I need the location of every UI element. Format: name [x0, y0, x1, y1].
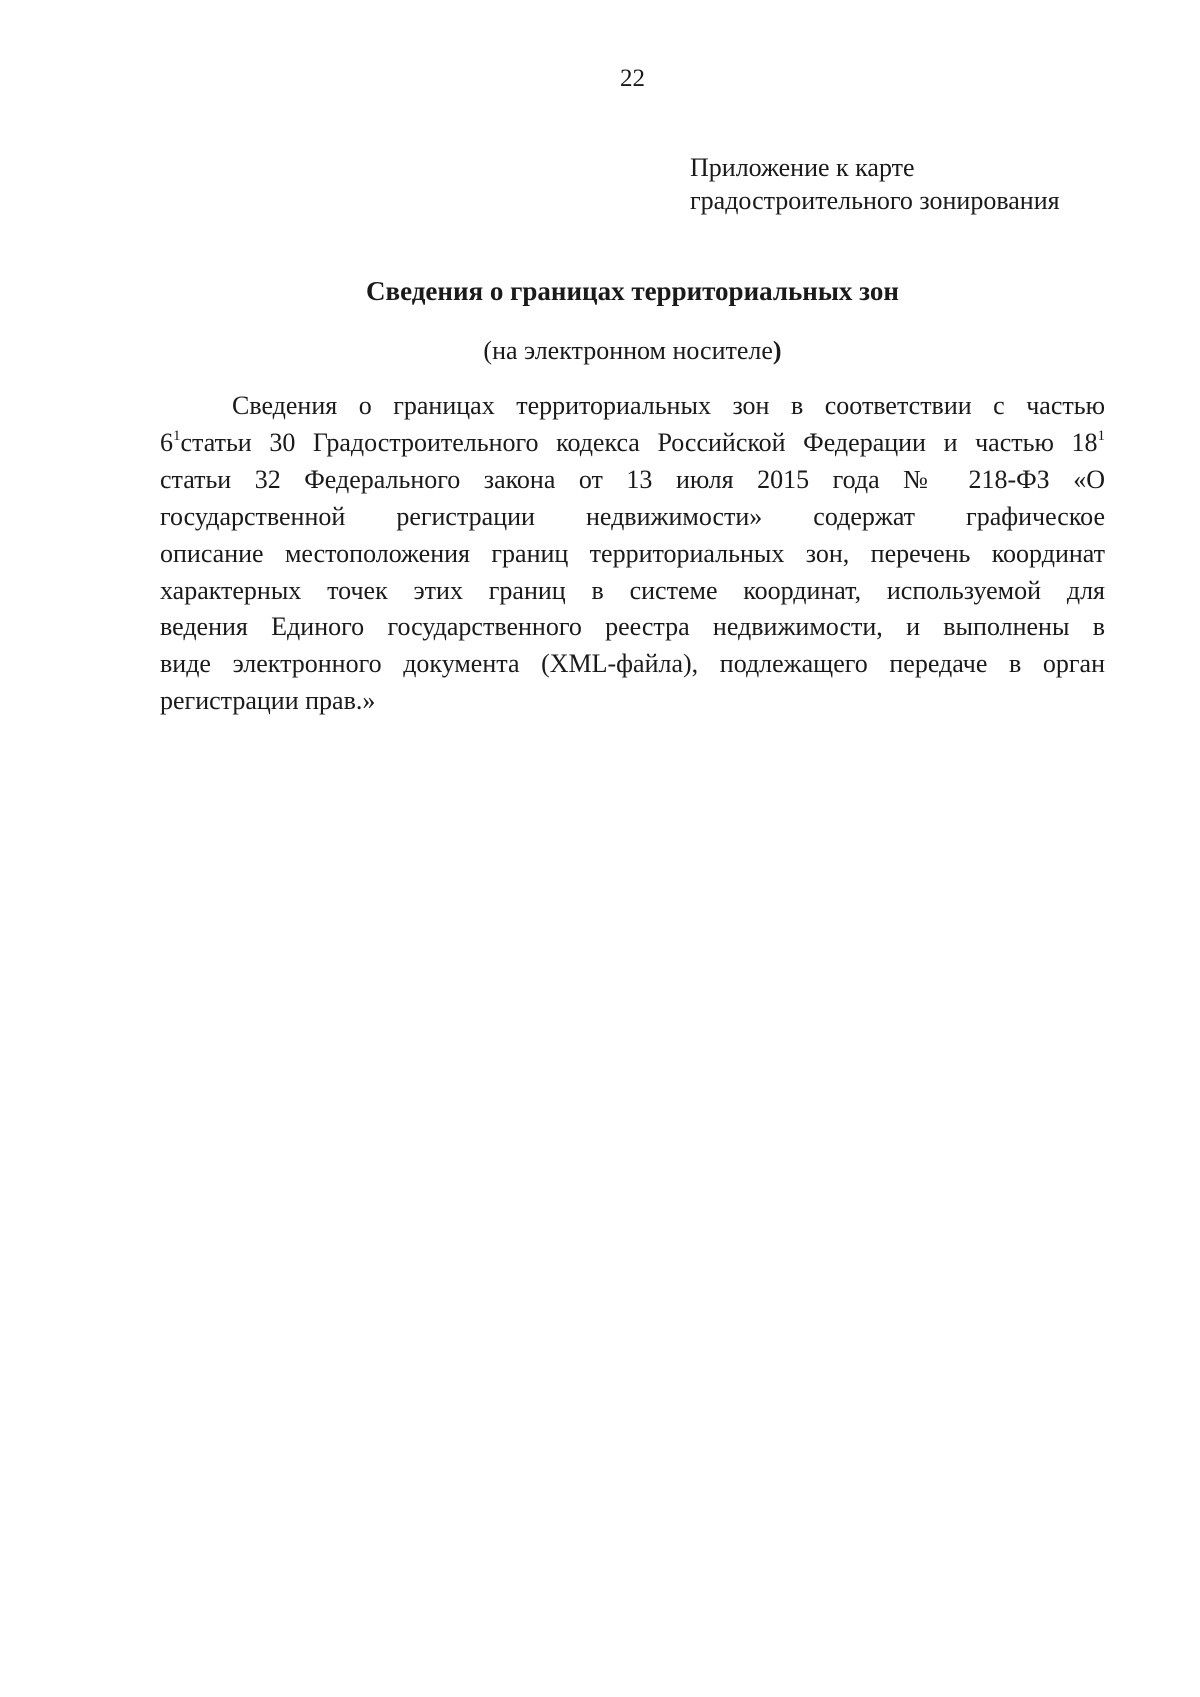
paragraph-line-6: характерных точек этих границ в системе координат, используемой для [160, 575, 1105, 605]
paragraph-line-2 [160, 425, 1105, 462]
paragraph-line-7: ведения Единого государственного реестра недвижимости, и выполнены в [160, 612, 1105, 642]
appendix-note [690, 151, 1060, 217]
body-paragraph [160, 388, 1105, 720]
paragraph-line-1: Сведения о границах территориальных зон в соответствии с частью [232, 391, 1105, 420]
paragraph-line-4: государственной регистрации недвижимости» содержат графическое [160, 501, 1105, 531]
paragraph-line-8: виде электронного документа (XML-файла), подлежащего передаче в орган [160, 649, 1105, 679]
superscript-1: 1 [173, 427, 181, 444]
appendix-note-line-1: Приложение к карте [690, 153, 915, 182]
page-number: 22 [620, 65, 645, 92]
subtitle-text: (на электронном носителе [483, 336, 773, 365]
document-title: Сведения о границах территориальных зон [366, 276, 899, 306]
paragraph-line-5: описание местоположения границ территориальных зон, перечень координат [160, 538, 1105, 568]
superscript-2: 1 [1097, 427, 1105, 444]
paragraph-line-2-text: статьи 30 Градостроительного кодекса Российской Федерации и частью 18 [180, 427, 1098, 457]
subtitle-closing-paren: ) [772, 336, 782, 365]
document-subtitle [0, 334, 1200, 368]
paragraph-line-9: регистрации прав.» [160, 686, 376, 716]
paragraph-line-3: статьи 32 Федерального закона от 13 июля 2015 года № 218-ФЗ «О [160, 464, 1105, 494]
part-number: 6 [160, 427, 173, 457]
appendix-note-line-2: градостроительного зонирования [690, 186, 1060, 215]
